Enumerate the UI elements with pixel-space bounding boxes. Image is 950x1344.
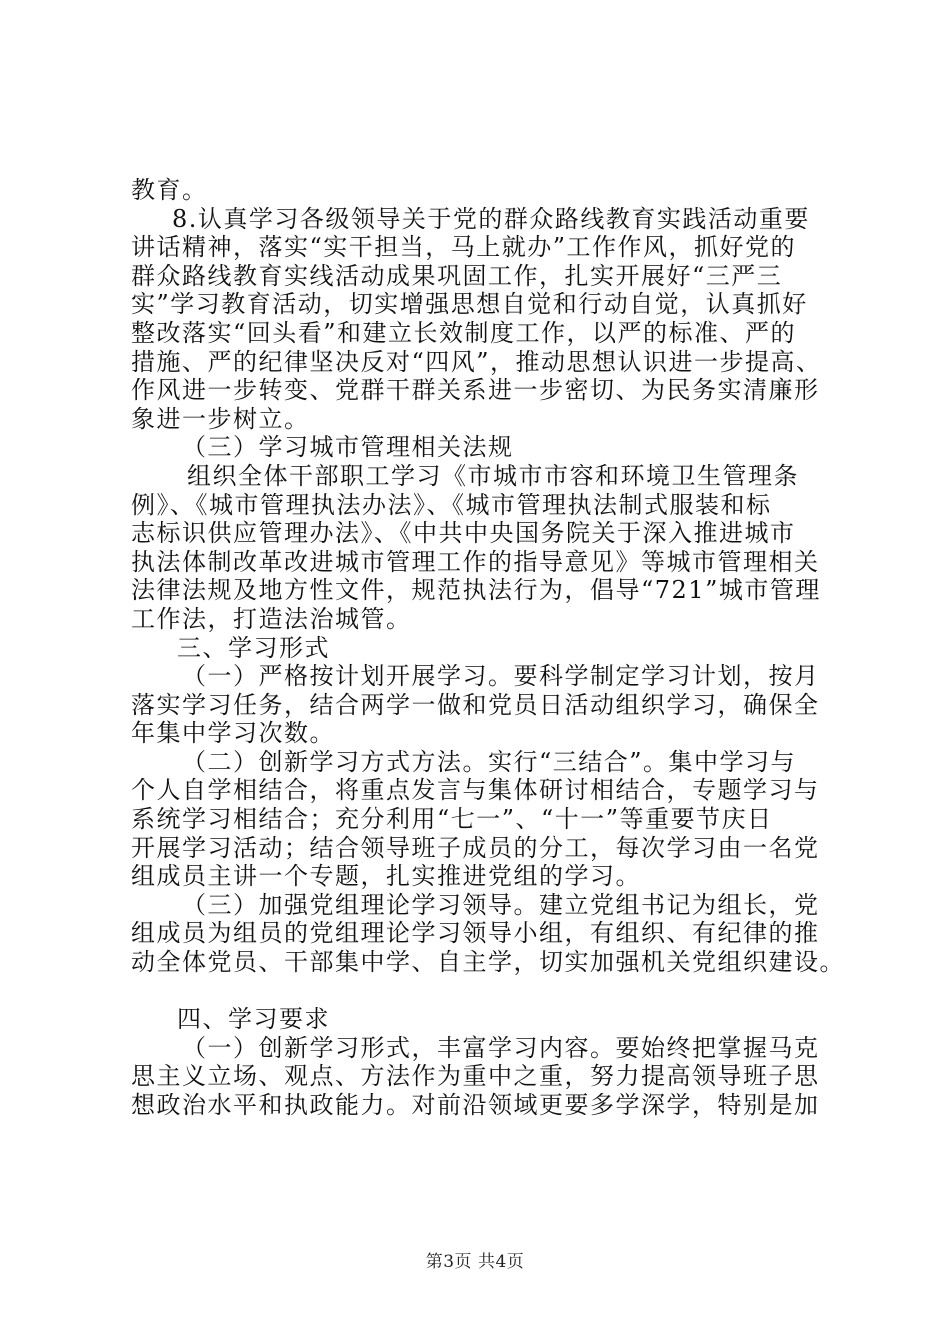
text-line: 组成员为组员的党组理论学习领导小组，有组织、有纪律的推: [131, 919, 820, 948]
item-8-heading-line: 8.认真学习各级领导关于党的群众路线教育实践活动重要: [172, 204, 810, 233]
text-line: 措施、严的纪律坚决反对“四风”，推动思想认识进一步提高、: [131, 347, 822, 376]
text-line: 思主义立场、观点、方法作为重中之重，努力提高领导班子思: [131, 1062, 820, 1091]
text-line: 例》、《城市管理执法办法》、《城市管理执法制式服装和标: [131, 490, 772, 519]
paragraph-first-line: （三）加强党组理论学习领导。建立党组书记为组长，党: [182, 890, 820, 919]
paragraph-first-line: （二）创新学习方式方法。实行“三结合”。集中学习与: [182, 747, 797, 776]
text-line: 组成员主讲一个专题，扎实推进党组的学习。: [131, 862, 641, 891]
text-line: 开展学习活动；结合领导班子成员的分工，每次学习由一名党: [131, 833, 820, 862]
text-line: 作风进一步转变、党群干群关系进一步密切、为民务实清廉形: [131, 376, 820, 405]
text-line: 系统学习相结合；充分利用“七一”、“十一”等重要节庆日: [131, 805, 773, 834]
section-heading-learning-form: 三、学习形式: [177, 633, 330, 662]
text-line: 讲话精神，落实“实干担当，马上就办”工作作风，抓好党的: [131, 233, 797, 262]
paragraph-gap: [131, 977, 851, 1006]
text-line: 群众路线教育实线活动成果巩固工作，扎实开展好“三严三: [131, 261, 783, 290]
document-body: [131, 176, 851, 1120]
text-line: 执法体制改革改进城市管理工作的指导意见》等城市管理相关: [131, 547, 820, 576]
text-line: 工作法，打造法治城管。: [131, 604, 412, 633]
section-heading-3: （三）学习城市管理相关法规: [182, 433, 514, 462]
text-line: 想政治水平和执政能力。对前沿领域更要多学深学，特别是加: [131, 1091, 820, 1119]
text-line: 落实学习任务，结合两学一做和党员日活动组织学习，确保全: [131, 690, 820, 719]
text-line: 实”学习教育活动，切实增强思想自觉和行动自觉，认真抓好: [131, 290, 808, 319]
text-line: 动全体党员、干部集中学、自主学，切实加强机关党组织建设。: [131, 948, 845, 977]
text-line: 法律法规及地方性文件，规范执法行为，倡导“721”城市管理: [131, 576, 821, 605]
paragraph-first-line: （一）严格按计划开展学习。要科学制定学习计划，按月: [182, 662, 820, 691]
text-line: 个人自学相结合，将重点发言与集体研讨相结合，专题学习与: [131, 776, 820, 805]
page-number-label: 第3页 共4页: [425, 1252, 525, 1272]
paragraph-first-line: （一）创新学习形式，丰富学习内容。要始终把掌握马克: [182, 1033, 820, 1062]
text-line: 象进一步树立。: [131, 404, 310, 433]
section-heading-learning-requirements: 四、学习要求: [177, 1005, 330, 1034]
text-line: 教育。: [131, 176, 208, 204]
text-line: 年集中学习次数。: [131, 719, 335, 748]
text-line: 整改落实“回头看”和建立长效制度工作，以严的标准、严的: [131, 318, 797, 347]
text-line: 志标识供应管理办法》、《中共中央国务院关于深入推进城市: [131, 519, 796, 548]
page-footer: [0, 1247, 950, 1272]
paragraph-first-line: 组织全体干部职工学习《市城市市容和环境卫生管理条: [187, 461, 799, 490]
